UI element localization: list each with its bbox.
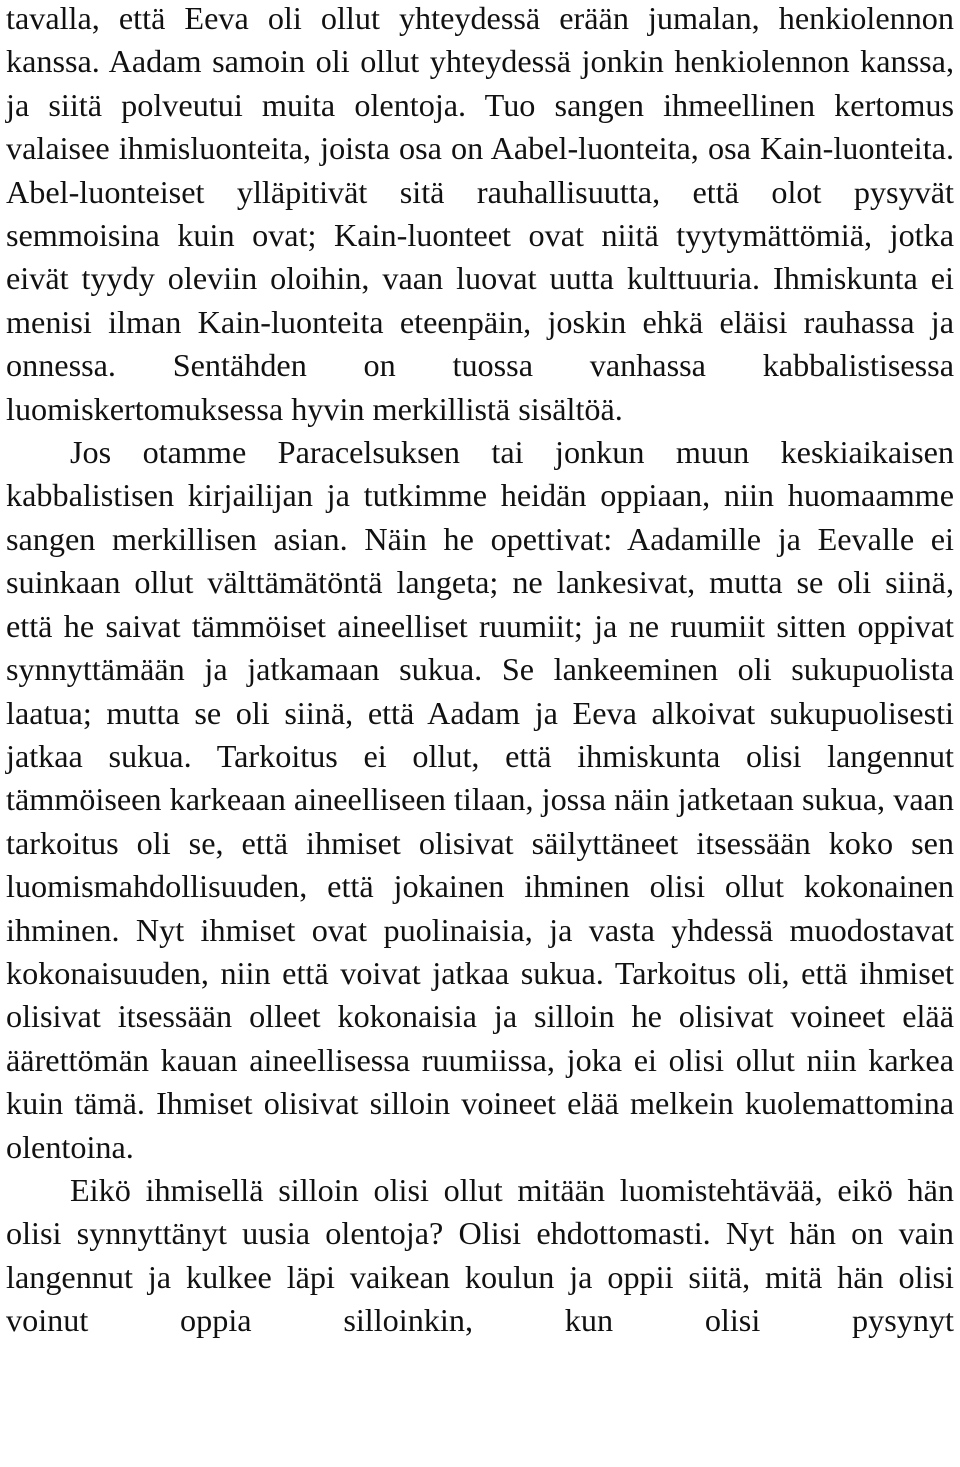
paragraph-3: Eikö ihmisellä silloin olisi ollut mitään luomistehtävää, eikö hän olisi synnyttänyt uusia olentoja? Olisi ehdottomasti. Nyt hän on vain langennut ja kulkee läpi vaikean koulun ja oppii siitä, mitä hän olisi voinut oppia silloinkin, kun olisi pysynyt [6,1171,954,1339]
paragraph-2: Jos otamme Paracelsuksen tai jonkun muun keskiaikaisen kabbalistisen kirjailijan ja tutkimme heidän oppiaan, niin huomaamme sangen merkillisen asian. Näin he opettivat: Aadamille ja Eevalle ei suinkaan ollut välttämätöntä langeta; ne lankesivat, mutta se oli siinä, että he saivat tämmöiset aineelliset ruumiit; ja ne ruumiit sitten oppivat synnyttämään ja jatkamaan sukua. Se lankeeminen oli sukupuolista laatua; mutta se oli siinä, että Aadam ja Eeva alkoivat sukupuolisesti jatkaa sukua. Tarkoitus ei ollut, että ihmiskunta olisi langennut tämmöiseen karkeaan aineelliseen tilaan, jossa näin jatketaan sukua, vaan tarkoitus oli se, että ihmiset olisivat säilyttäneet itsessään koko sen luomismahdollisuuden, että jokainen ihminen olisi ollut kokonainen ihminen. Nyt ihmiset ovat puolinaisia, ja vasta yhdessä muodostavat kokonaisuuden, niin että voivat jatkaa sukua. Tarkoitus oli, että ihmiset olisivat itsessään olleet kokonaisia ja silloin he olisivat voineet elää äärettömän kauan aineellisessa ruumiissa, joka ei olisi ollut niin karkea kuin tämä. Ihmiset olisivat silloin voineet elää melkein kuolemattomina olentoina. [6,434,954,1165]
paragraph-1: tavalla, että Eeva oli ollut yhteydessä erään jumalan, henkiolennon kanssa. Aadam samoin oli ollut yhteydessä jonkin henkiolennon kanssa, ja siitä polveutui muita olentoja. Tuo sangen ihmeellinen kertomus valaisee ihmisluonteita, joista osa on Aabel-luonteita, osa Kain-luonteita. Abel-luonteiset ylläpitivät sitä rauhallisuutta, että olot pysyvät semmoisina kuin ovat; Kain-luonteet ovat niitä tyytymättömiä, jotka eivät tyydy oleviin oloihin, vaan luovat uutta kulttuuria. Ihmiskunta ei menisi ilman Kain-luonteita eteenpäin, joskin ehkä eläisi rauhassa ja onnessa. Sentähden on tuossa vanhassa kabbalistisessa luomiskertomuksessa hyvin merkillistä sisältöä. [6,0,954,427]
